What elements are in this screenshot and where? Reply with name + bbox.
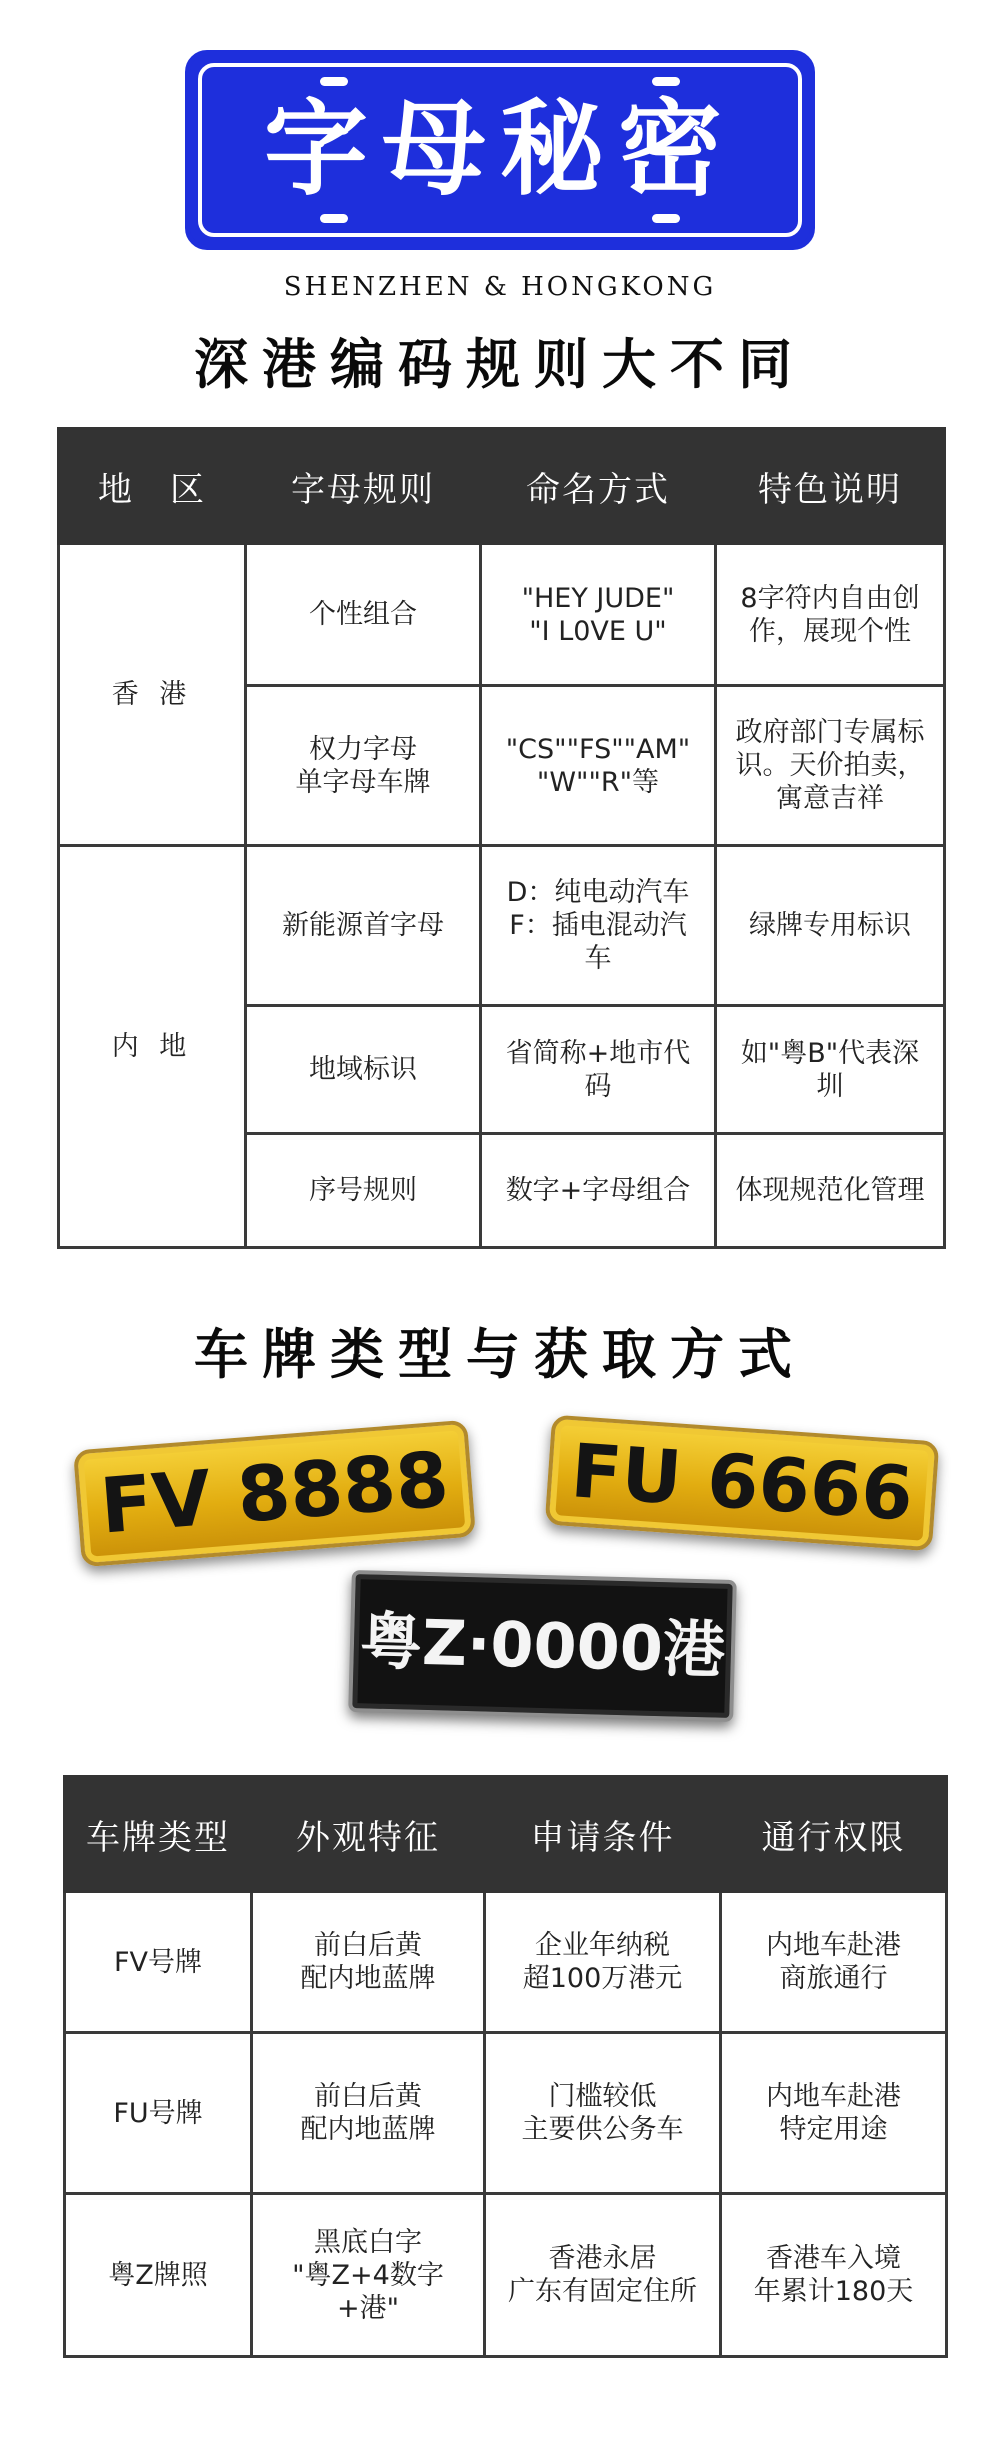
- plate-bolt: [652, 77, 680, 86]
- note-cell: 政府部门专属标识。天价拍卖，寓意吉祥: [716, 686, 945, 846]
- naming-cell: 数字+字母组合: [481, 1134, 716, 1248]
- table-row: [65, 2194, 947, 2357]
- table-row: [65, 2033, 947, 2194]
- condition-cell: 企业年纳税 超100万港元: [485, 1892, 721, 2033]
- condition-cell: 香港永居 广东有固定住所: [485, 2194, 721, 2357]
- plate-bolt: [652, 214, 680, 223]
- rules-heading: 深港编码规则大不同: [194, 332, 806, 396]
- table-row: [59, 544, 945, 686]
- condition-cell: 门槛较低 主要供公务车: [485, 2033, 721, 2194]
- plate-type-cell: FV号牌: [65, 1892, 252, 2033]
- rule-cell: 新能源首字母: [246, 846, 481, 1006]
- plate-type-cell: FU号牌: [65, 2033, 252, 2194]
- region-cell-mainland: 内 地: [59, 846, 246, 1248]
- types-header-condition: 申请条件: [485, 1777, 721, 1892]
- naming-cell: "CS""FS""AM" "W""R"等: [481, 686, 716, 846]
- plate-bolt: [320, 214, 348, 223]
- rule-cell: 权力字母 单字母车牌: [246, 686, 481, 846]
- yuez-plate-image: 粤Z·0000港: [348, 1570, 737, 1722]
- look-cell: 黑底白字 "粤Z+4数字+港": [252, 2194, 485, 2357]
- types-header-type: 车牌类型: [65, 1777, 252, 1892]
- types-header-look: 外观特征: [252, 1777, 485, 1892]
- rules-header-naming: 命名方式: [481, 429, 716, 544]
- note-cell: 8字符内自由创作，展现个性: [716, 544, 945, 686]
- rule-cell: 序号规则: [246, 1134, 481, 1248]
- plate-types-table: [63, 1775, 948, 2358]
- access-cell: 内地车赴港 特定用途: [721, 2033, 947, 2194]
- plate-type-cell: 粤Z牌照: [65, 2194, 252, 2357]
- naming-cell: 省简称+地市代码: [481, 1006, 716, 1134]
- page-title: 字母秘密: [263, 87, 736, 210]
- region-cell-hongkong: 香 港: [59, 544, 246, 846]
- note-cell: 如"粤B"代表深圳: [716, 1006, 945, 1134]
- rules-header-rule: 字母规则: [246, 429, 481, 544]
- look-cell: 前白后黄 配内地蓝牌: [252, 1892, 485, 2033]
- fu-plate-image: FU 6666: [545, 1415, 940, 1552]
- rule-cell: 地域标识: [246, 1006, 481, 1134]
- plate-bolt: [320, 77, 348, 86]
- note-cell: 体现规范化管理: [716, 1134, 945, 1248]
- look-cell: 前白后黄 配内地蓝牌: [252, 2033, 485, 2194]
- fv-plate-image: FV 8888: [73, 1420, 476, 1568]
- types-header-access: 通行权限: [721, 1777, 947, 1892]
- rules-header-region: 地 区: [59, 429, 246, 544]
- rule-cell: 个性组合: [246, 544, 481, 686]
- access-cell: 内地车赴港 商旅通行: [721, 1892, 947, 2033]
- naming-cell: D：纯电动汽车 F：插电混动汽车: [481, 846, 716, 1006]
- access-cell: 香港车入境 年累计180天: [721, 2194, 947, 2357]
- title-plate: [185, 50, 815, 250]
- naming-cell: "HEY JUDE" "I L0VE U": [481, 544, 716, 686]
- plates-heading: 车牌类型与获取方式: [194, 1322, 806, 1386]
- table-row: [59, 846, 945, 1006]
- rules-table: [57, 427, 946, 1249]
- rules-header-note: 特色说明: [716, 429, 945, 544]
- note-cell: 绿牌专用标识: [716, 846, 945, 1006]
- table-row: [65, 1892, 947, 2033]
- page-subtitle: SHENZHEN & HONGKONG: [283, 272, 717, 302]
